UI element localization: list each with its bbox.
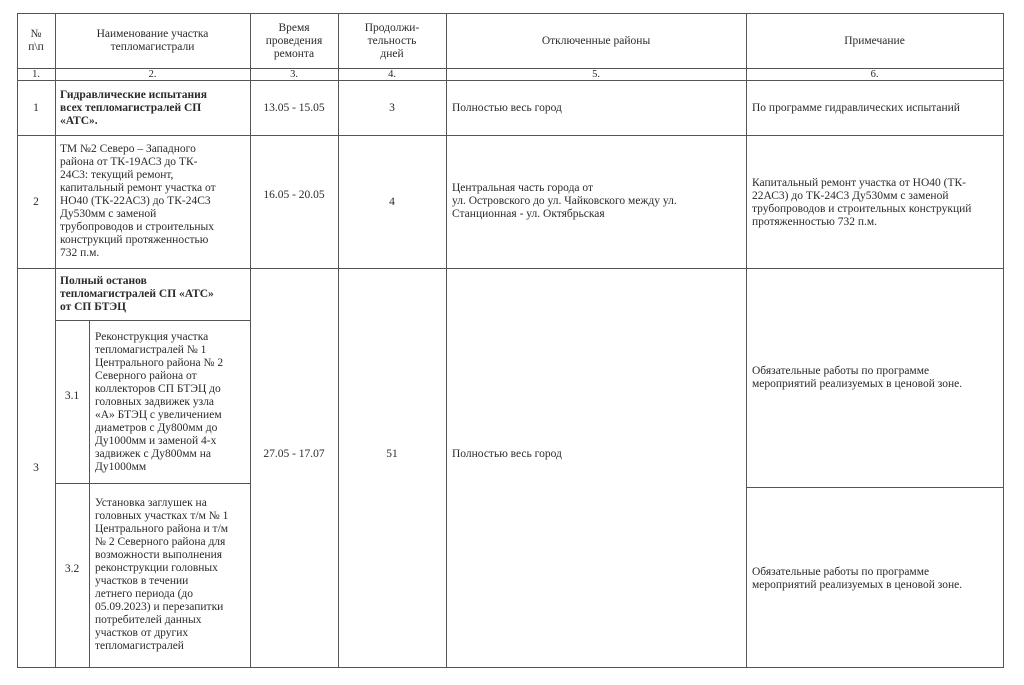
- column-number: 3.: [290, 69, 298, 80]
- row3-1-name: Реконструкция участка тепломагистралей № 1 Центрального района № 2 Северного района от коллекторов СП БТЭЦ до головных задвижек узла «А» БТЭЦ с увеличением диаметров с Ду800мм до Ду1000мм и заменой 4-х задвижек с Ду800мм на Ду1000мм: [95, 331, 224, 473]
- column-number: 2.: [148, 69, 157, 80]
- row1-note: По программе гидравлических испытаний: [752, 101, 960, 114]
- grid-line: [89, 320, 90, 668]
- row3-areas: Полностью весь город: [452, 447, 562, 460]
- row1-areas: Полностью весь город: [452, 101, 562, 114]
- grid-line: [746, 487, 1003, 488]
- grid-line: [17, 135, 1003, 136]
- row3-1-note: Обязательные работы по программе мероприятий реализуемых в ценовой зоне.: [752, 365, 963, 390]
- row3-1-number: 3.1: [64, 389, 80, 402]
- row3-number: 3: [33, 461, 39, 474]
- header-note: Примечание: [844, 34, 905, 47]
- header-number: № п\п: [28, 28, 44, 53]
- row2-number: 2: [33, 195, 39, 208]
- row1-time: 13.05 - 15.05: [263, 101, 325, 114]
- column-number: 1.: [32, 69, 40, 80]
- row2-time: 16.05 - 20.05: [263, 188, 325, 201]
- row3-2-name: Установка заглушек на головных участках т/м № 1 Центрального района и т/м № 2 Северного района для возможности выполнения реконструкции головных участков в течении летнего периода (до 05.09.2023) и перезапитки потребителей данных участков от других тепломагистралей: [95, 497, 229, 652]
- header-section-name: Наименование участка тепломагистрали: [96, 28, 209, 53]
- row3-2-note: Обязательные работы по программе мероприятий реализуемых в ценовой зоне.: [752, 566, 963, 591]
- row2-days: 4: [389, 195, 395, 208]
- header-areas: Отключенные районы: [541, 34, 651, 47]
- row2-note: Капитальный ремонт участка от НО40 (ТК- 22АС3) до ТК-24С3 Ду530мм с заменой трубопроводов и строительных конструкций протяженностью 732 п.м.: [752, 177, 972, 228]
- column-number: 4.: [388, 69, 396, 80]
- header-repair-time: Время проведения ремонта: [265, 21, 323, 60]
- row2-areas: Центральная часть города от ул. Островского до ул. Чайковского между ул. Станционная - ул. Октябрьская: [452, 182, 677, 220]
- grid-line: [1003, 13, 1004, 668]
- column-number: 6.: [870, 69, 879, 80]
- header-duration: Продолжи- тельность дней: [364, 21, 420, 60]
- column-number: 5.: [592, 69, 600, 80]
- grid-line: [17, 667, 1003, 668]
- grid-line: [746, 13, 747, 668]
- row3-name: Полный останов тепломагистралей СП «АТС» от СП БТЭЦ: [60, 275, 214, 313]
- row3-time: 27.05 - 17.07: [263, 447, 325, 460]
- row1-days: 3: [389, 101, 395, 114]
- row3-days: 51: [386, 447, 398, 460]
- row3-2-number: 3.2: [64, 562, 80, 575]
- grid-line: [446, 13, 447, 668]
- row1-name: Гидравлические испытания всех тепломагистралей СП «АТС».: [60, 88, 208, 127]
- row2-name: ТМ №2 Северо – Западного района от ТК-19АС3 до ТК- 24С3: текущий ремонт, капитальный ремонт участка от НО40 (ТК-22АС3) до ТК-24С3 Ду530мм с заменой трубопроводов и строительных конструкций протяженностью 732 п.м.: [60, 143, 216, 259]
- row1-number: 1: [33, 101, 39, 114]
